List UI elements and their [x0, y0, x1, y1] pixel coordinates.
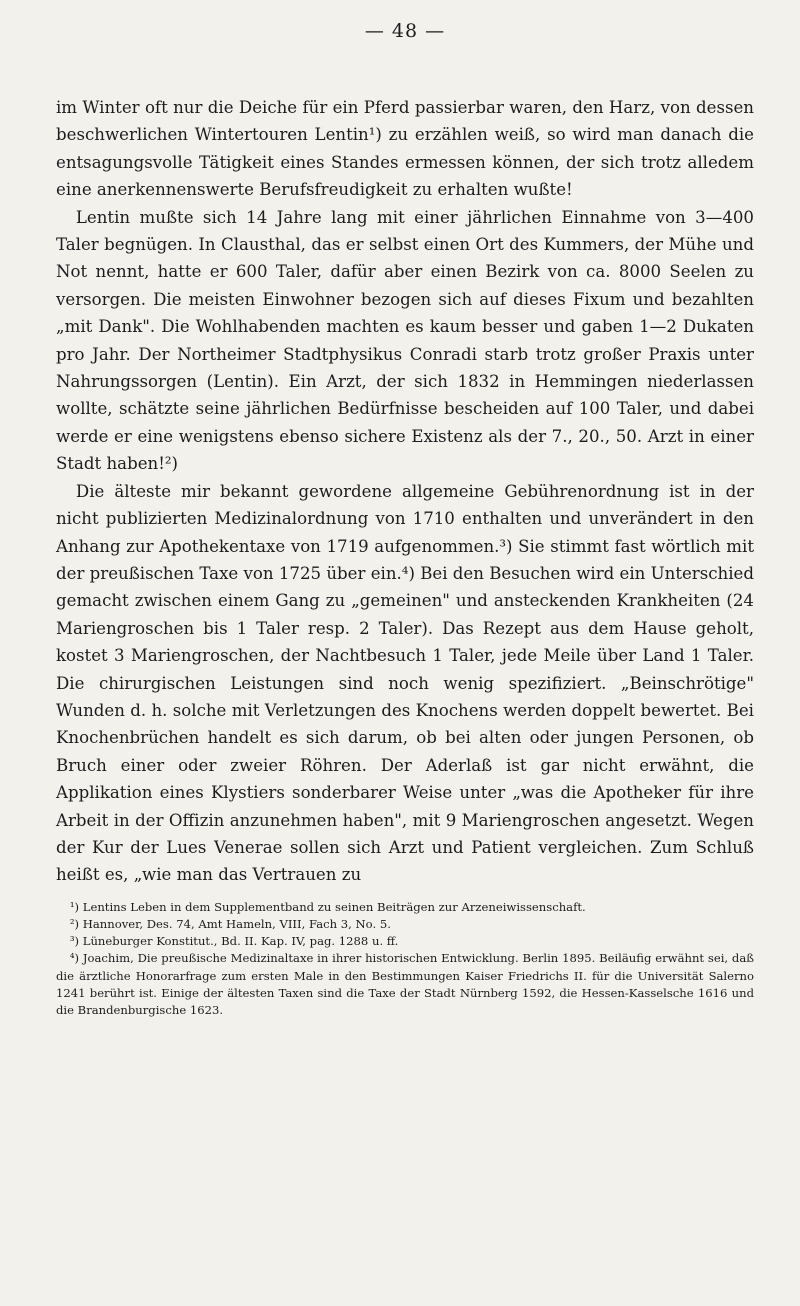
page-number: — 48 — — [364, 20, 446, 42]
paragraph-2: Lentin mußte sich 14 Jahre lang mit einer jährlichen Einnahme von 3—400 Taler begnügen. In Clausthal, das er selbst einen Ort des Kummers, der Mühe und Not nennt, hatte er 600 Taler, dafür aber einen Bezirk von ca. 8000 Seelen zu versorgen. Die meisten Einwohner bezogen sich auf dieses Fixum und bezahlten „mit Dank". Die Wohlhabenden machten es kaum besser und gaben 1—2 Dukaten pro Jahr. Der Northeimer Stadtphysikus Conradi starb trotz großer Praxis unter Nahrungssorgen (Lentin). Ein Arzt, der sich 1832 in Hemmingen niederlassen wollte, schätzte seine jährlichen Bedürfnisse bescheiden auf 100 Taler, und dabei werde er eine wenigstens ebenso sichere Existenz als der 7., 20., 50. Arzt in einer Stadt haben!²) — [56, 207, 754, 474]
body-text — [56, 94, 754, 889]
footnote-4: ⁴) Joachim, Die preußische Medizinaltaxe in ihrer historischen Entwicklung. Berlin 1895. Beiläufig erwähnt sei, daß die ärztliche Honorarfrage zum ersten Male in den Bestimmungen Kaiser Friedrichs II. für die Universität Salerno 1241 berührt ist. Einige der ältesten Taxen sind die Taxe der Stadt Nürnberg 1592, die Hessen-Kasselsche 1616 und die Brandenburgische 1623. — [56, 951, 754, 1017]
footnote-2: ²) Hannover, Des. 74, Amt Hameln, VIII, Fach 3, No. 5. — [69, 916, 391, 931]
footnote-3: ³) Lüneburger Konstitut., Bd. II. Kap. IV, pag. 1288 u. ff. — [69, 934, 399, 949]
paragraph-3: Die älteste mir bekannt gewordene allgemeine Gebührenordnung ist in der nicht publizierten Medizinalordnung von 1710 enthalten und unverändert in den Anhang zur Apothekentaxe von 1719 aufgenommen.³) Sie stimmt fast wörtlich mit der preußischen Taxe von 1725 über ein.⁴) Bei den Besuchen wird ein Unterschied gemacht zwischen einem Gang zu „gemeinen" und ansteckenden Krankheiten (24 Mariengroschen bis 1 Taler resp. 2 Taler). Das Rezept aus dem Hause geholt, kostet 3 Mariengroschen, der Nachtbesuch 1 Taler, jede Meile über Land 1 Taler. Die chirurgischen Leistungen sind noch wenig spezifiziert. „Beinschrötige" Wunden d. h. solche mit Verletzungen des Knochens werden doppelt bewertet. Bei Knochenbrüchen handelt es sich darum, ob bei alten oder jungen Personen, ob Bruch einer oder zweier Röhren. Der Aderlaß ist gar nicht erwähnt, die Applikation eines Klystiers sonderbarer Weise unter „was die Apotheker für ihre Arbeit in der Offizin anzunehmen haben", mit 9 Mariengroschen angesetzt. Wegen der Kur der Lues Venerae sollen sich Arzt und Patient vergleichen. Zum Schluß heißt es, „wie man das Vertrauen zu — [56, 481, 754, 885]
footnotes — [56, 899, 754, 1019]
paragraph-1: im Winter oft nur die Deiche für ein Pferd passierbar waren, den Harz, von dessen beschwerlichen Wintertouren Lentin¹) zu erzählen weiß, so wird man danach die entsagungsvolle Tätigkeit eines Standes ermessen können, der sich trotz alledem eine anerkennenswerte Berufsfreudigkeit zu erhalten wußte! — [56, 98, 754, 200]
footnote-1: ¹) Lentins Leben in dem Supplementband zu seinen Beiträgen zur Arzeneiwissenschaft. — [69, 899, 586, 914]
